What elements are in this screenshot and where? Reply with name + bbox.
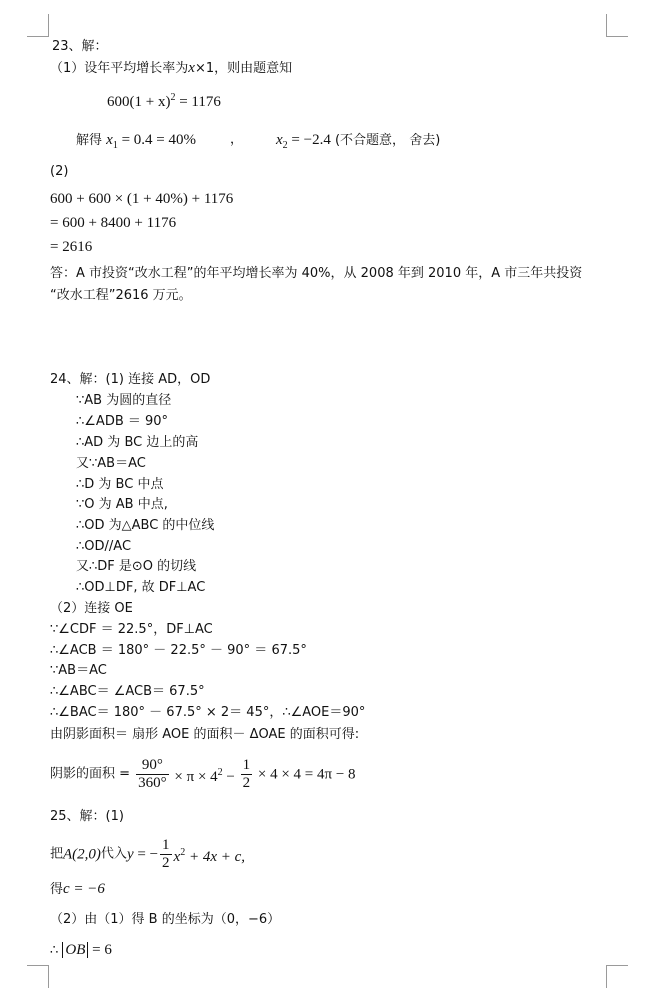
q23-header: 23、解：: [52, 39, 108, 54]
q24-part2-step: ∴∠BAC＝ 180° － 67.5° × 2＝ 45°，∴∠AOE＝90°: [50, 705, 366, 720]
page-corner-mark-bottom-right: [606, 965, 628, 988]
q24-part2-step: ∴∠ACB ＝ 180° － 22.5° － 90° ＝ 67.5°: [50, 643, 307, 658]
q24-step: ∴∠ADB ＝ 90°: [76, 414, 169, 429]
q24-step: ∵AB 为圆的直径: [76, 393, 172, 408]
q24-step: ∴OD 为△ABC 的中位线: [76, 518, 215, 533]
q24-step: ∵O 为 AB 中点,: [76, 497, 168, 512]
q23-solution-x1: 解得 $x_1 = 0.4 = 40\%$: [76, 132, 196, 151]
q23-part1-setup: （1）设年平均增长率为x×1，则由题意知: [50, 60, 293, 76]
page-corner-mark-top-left: [27, 14, 49, 37]
q25-part2: （2）由（1）得 B 的坐标为（0，−6）: [50, 912, 281, 927]
q24-part2-step: ∵∠CDF ＝ 22.5°，DF⊥AC: [50, 622, 213, 637]
q23-solution-comma: ，: [230, 132, 244, 147]
q23-answer-line2: “改水工程”2616 万元。: [50, 288, 192, 303]
q23-equation: $600(1 + x)^2 = 1176$: [107, 92, 221, 110]
q24-part2-step: ∵AB＝AC: [50, 663, 107, 678]
q24-step: 又∵AB＝AC: [76, 456, 146, 471]
q24-part2-step: ∴∠ABC＝ ∠ACB＝ 67.5°: [50, 684, 205, 699]
q24-step: ∴OD⊥DF, 故 DF⊥AC: [76, 580, 206, 595]
q24-step: ∴AD 为 BC 边上的高: [76, 435, 199, 450]
page-corner-mark-top-right: [606, 14, 628, 37]
q25-header: 25、解：(1): [50, 809, 124, 824]
fraction: $\frac{1}{2}$: [162, 837, 170, 871]
page-corner-mark-bottom-left: [27, 965, 49, 988]
q23-solution-x2: $x_2 = -2.4$ (不合题意， 舍去): [276, 132, 441, 151]
q24-part2-header: （2）连接 OE: [50, 601, 133, 616]
q25-result-c: 得c = −6: [50, 881, 105, 897]
q23-part2-label: (2): [50, 164, 69, 179]
fraction: $\frac{90^\circ}{360^\circ}$: [138, 757, 167, 791]
q24-step: ∴D 为 BC 中点: [76, 477, 164, 492]
q25-ob-length: ∴ OB = 6: [50, 942, 112, 958]
q24-step: 又∴DF 是⊙O 的切线: [76, 559, 197, 574]
q24-part2-step: 由阴影面积＝ 扇形 AOE 的面积－ ΔOAE 的面积可得:: [50, 727, 360, 742]
fraction: $\frac{1}{2}$: [242, 757, 251, 791]
q23-answer-line1: 答：A 市投资“改水工程”的年平均增长率为 40%，从 2008 年到 2010 年，A 市三年共投资: [50, 266, 583, 281]
q23-calc-line1: 600 + 600 × (1 + 40%) + 1176: [50, 191, 234, 207]
q24-step: ∴OD//AC: [76, 539, 132, 554]
q24-shaded-area-formula: 阴影的面积 = $\frac{90^\circ}{360^\circ}$ × $\pi \times 4^2$ − $\frac{1}{2}$ × 4 × 4 = 4π − 8: [50, 757, 356, 791]
q23-calc-line3: = 2616: [50, 239, 93, 255]
q25-substitution: 把A(2,0)代入y = − $\frac{1}{2}$ $x^2 + 4x + c$,: [50, 837, 246, 871]
q24-header: 24、解：(1) 连接 AD，OD: [50, 372, 211, 387]
q23-calc-line2: = 600 + 8400 + 1176: [50, 215, 177, 231]
